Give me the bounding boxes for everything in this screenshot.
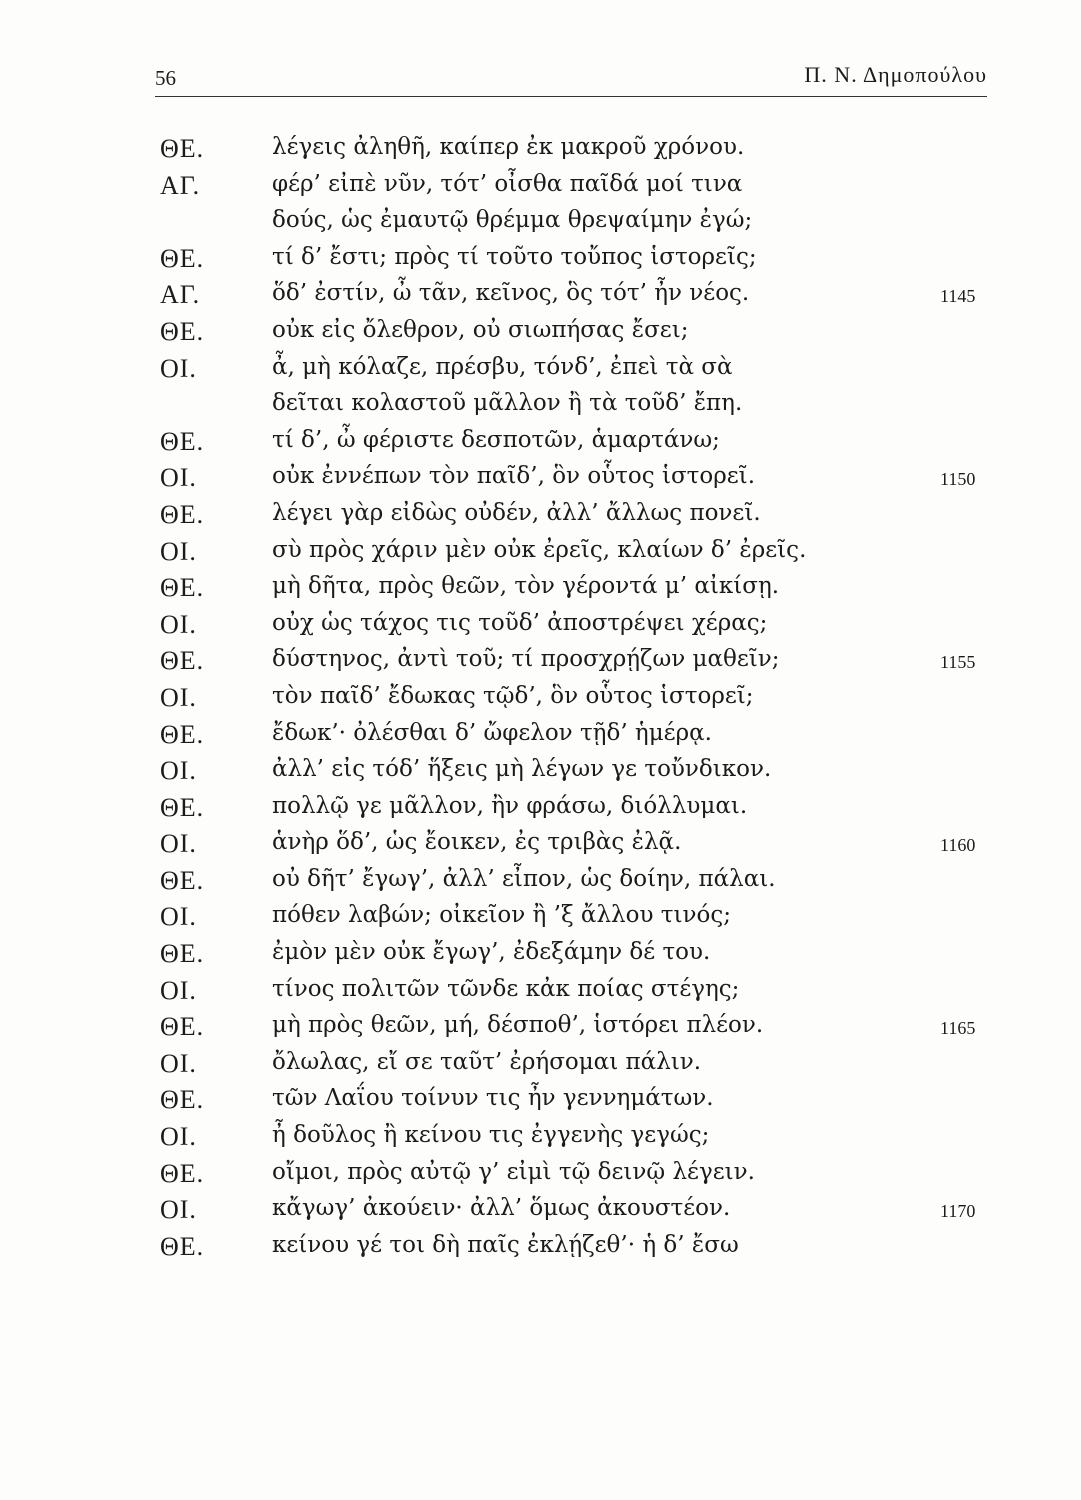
speaker-label: ΑΓ. (160, 280, 201, 310)
verse-line (0, 573, 1081, 610)
verse-text: ἀλλ’ εἰς τόδ’ ἥξεις μὴ λέγων γε τοὔνδικον. (272, 756, 772, 783)
speaker-label: ΘΕ. (160, 426, 205, 456)
speaker-label: ΟΙ. (160, 902, 197, 932)
verse-text: οὐκ ἐννέπων τὸν παῖδ’, ὃν οὗτος ἱστορεῖ. (272, 463, 755, 490)
verse-line (0, 829, 1081, 866)
line-number: 1165 (940, 1018, 976, 1039)
verse-line (0, 1159, 1081, 1196)
verse-text: τὸν παῖδ’ ἔδωκας τῷδ’, ὃν οὗτος ἱστορεῖ; (272, 682, 754, 709)
line-number: 1155 (940, 652, 976, 673)
verse-text: ἁνὴρ ὅδ’, ὡς ἔοικεν, ἐς τριβὰς ἐλᾷ. (272, 829, 682, 856)
verse-text: τίνος πολιτῶν τῶνδε κἀκ ποίας στέγης; (272, 975, 740, 1002)
verse-line (0, 646, 1081, 683)
verse-text: οὐ δῆτ’ ἔγωγ’, ἀλλ’ εἶπον, ὡς δοίην, πάλαι. (272, 865, 776, 892)
verse-text: οὐχ ὡς τάχος τις τοῦδ’ ἀποστρέψει χέρας; (272, 609, 768, 636)
verse-line (0, 793, 1081, 830)
verse-text: σὺ πρὸς χάριν μὲν οὐκ ἐρεῖς, κλαίων δ’ ἐρεῖς. (272, 536, 807, 563)
speaker-label: ΘΕ. (160, 1158, 205, 1188)
verse-text: ἐμὸν μὲν οὐκ ἔγωγ’, ἐδεξάμην δέ του. (272, 939, 711, 966)
verse-line (0, 683, 1081, 720)
verse-text: πόθεν λαβών; οἰκεῖον ἢ ’ξ ἄλλου τινός; (272, 902, 731, 929)
verse-line (0, 610, 1081, 647)
speaker-label: ΘΕ. (160, 646, 205, 676)
verse-line (0, 354, 1081, 391)
verse-line (0, 1122, 1081, 1159)
page-number: 56 (155, 66, 176, 90)
speaker-label: ΟΙ. (160, 829, 197, 859)
verse-text: τῶν Λαΐου τοίνυν τις ἦν γεννημάτων. (272, 1085, 714, 1112)
line-number: 1150 (940, 469, 976, 490)
verse-line (0, 207, 1081, 244)
verse-text: τί δ’, ὦ φέριστε δεσποτῶν, ἁμαρτάνω; (272, 426, 720, 453)
line-number: 1145 (940, 286, 976, 307)
verse-line (0, 171, 1081, 208)
verse-line (0, 500, 1081, 537)
verse-line (0, 939, 1081, 976)
verse-text: ἔδωκ’· ὀλέσθαι δ’ ὤφελον τῇδ’ ἡμέρᾳ. (272, 719, 712, 746)
speaker-label: ΟΙ. (160, 463, 197, 493)
verse-text: ἆ, μὴ κόλαζε, πρέσβυ, τόνδ’, ἐπεὶ τὰ σὰ (272, 353, 733, 380)
speaker-label: ΟΙ. (160, 1048, 197, 1078)
speaker-label: ΟΙ. (160, 1195, 197, 1225)
page-header (155, 62, 987, 96)
verse-line (0, 1049, 1081, 1086)
verse-line (0, 427, 1081, 464)
verse-line (0, 1195, 1081, 1232)
running-head: Π. Ν. Δημοπούλου (804, 62, 987, 87)
verse-text: πολλῷ γε μᾶλλον, ἢν φράσω, διόλλυμαι. (272, 792, 748, 819)
verse-text: λέγεις ἀληθῆ, καίπερ ἐκ μακροῦ χρόνου. (272, 134, 745, 160)
verse-line (0, 280, 1081, 317)
speaker-label: ΟΙ. (160, 353, 197, 383)
verse-line (0, 756, 1081, 793)
verse-line (0, 902, 1081, 939)
verse-text: δεῖται κολαστοῦ μᾶλλον ἢ τὰ τοῦδ’ ἔπη. (272, 390, 743, 417)
speaker-label: ΟΙ. (160, 609, 197, 639)
verse-text: κἄγωγ’ ἀκούειν· ἀλλ’ ὅμως ἀκουστέον. (272, 1195, 731, 1222)
speaker-label: ΘΕ. (160, 1085, 205, 1115)
speaker-label: ΘΕ. (160, 1231, 205, 1261)
verse-text: φέρ’ εἰπὲ νῦν, τότ’ οἶσθα παῖδά μοί τινα (272, 170, 743, 197)
verse-text: δύστηνος, ἀντὶ τοῦ; τί προσχρῄζων μαθεῖν; (272, 646, 780, 673)
header-rule (155, 96, 987, 97)
verse-text: ἦ δοῦλος ἢ κείνου τις ἐγγενὴς γεγώς; (272, 1122, 710, 1149)
verse-text: οὐκ εἰς ὄλεθρον, οὐ σιωπήσας ἔσει; (272, 316, 689, 343)
speaker-label: ΟΙ. (160, 536, 197, 566)
line-number: 1160 (940, 835, 976, 856)
verse-line (0, 720, 1081, 757)
speaker-label: ΘΕ. (160, 573, 205, 603)
verse-line (0, 1085, 1081, 1122)
speaker-label: ΘΕ. (160, 719, 205, 749)
speaker-label: ΟΙ. (160, 1122, 197, 1152)
speaker-label: ΘΕ. (160, 865, 205, 895)
verse-line (0, 537, 1081, 574)
speaker-label: ΘΕ. (160, 792, 205, 822)
verse-line (0, 463, 1081, 500)
speaker-label: ΘΕ. (160, 243, 205, 273)
verse-text: ὄλωλας, εἴ σε ταῦτ’ ἐρήσομαι πάλιν. (272, 1048, 702, 1075)
speaker-label: ΘΕ. (160, 134, 205, 163)
speaker-label: ΟΙ. (160, 756, 197, 786)
verse-line (0, 390, 1081, 427)
speaker-label: ΘΕ. (160, 316, 205, 346)
verse-line (0, 134, 1081, 171)
verse-line (0, 244, 1081, 281)
verse-line (0, 976, 1081, 1013)
verse-line (0, 866, 1081, 903)
line-number: 1170 (940, 1201, 976, 1222)
verse-text: ὅδ’ ἐστίν, ὦ τᾶν, κεῖνος, ὃς τότ’ ἦν νέος. (272, 280, 750, 307)
speaker-label: ΟΙ. (160, 975, 197, 1005)
verse-text: κείνου γέ τοι δὴ παῖς ἐκλῄζεθ’· ἡ δ’ ἔσω (272, 1231, 739, 1258)
verse-line (0, 1232, 1081, 1269)
verse-text: τί δ’ ἔστι; πρὸς τί τοῦτο τοὔπος ἱστορεῖς; (272, 243, 757, 270)
verse-text: οἴμοι, πρὸς αὐτῷ γ’ εἰμὶ τῷ δεινῷ λέγειν. (272, 1158, 755, 1185)
speaker-label: ΘΕ. (160, 499, 205, 529)
speaker-label: ΑΓ. (160, 170, 201, 200)
verse-text: δούς, ὡς ἐμαυτῷ θρέμμα θρεψαίμην ἐγώ; (272, 207, 753, 234)
speaker-label: ΘΕ. (160, 1012, 205, 1042)
verse-line (0, 1012, 1081, 1049)
verse-line (0, 317, 1081, 354)
verse-text: λέγει γὰρ εἰδὼς οὐδέν, ἀλλ’ ἄλλως πονεῖ. (272, 499, 761, 526)
verse-text: μὴ πρὸς θεῶν, μή, δέσποθ’, ἱστόρει πλέον. (272, 1012, 764, 1039)
speaker-label: ΟΙ. (160, 682, 197, 712)
speaker-label: ΘΕ. (160, 939, 205, 969)
verse-text: μὴ δῆτα, πρὸς θεῶν, τὸν γέροντά μ’ αἰκίσῃ. (272, 573, 780, 600)
verse-lines (0, 134, 1081, 1268)
